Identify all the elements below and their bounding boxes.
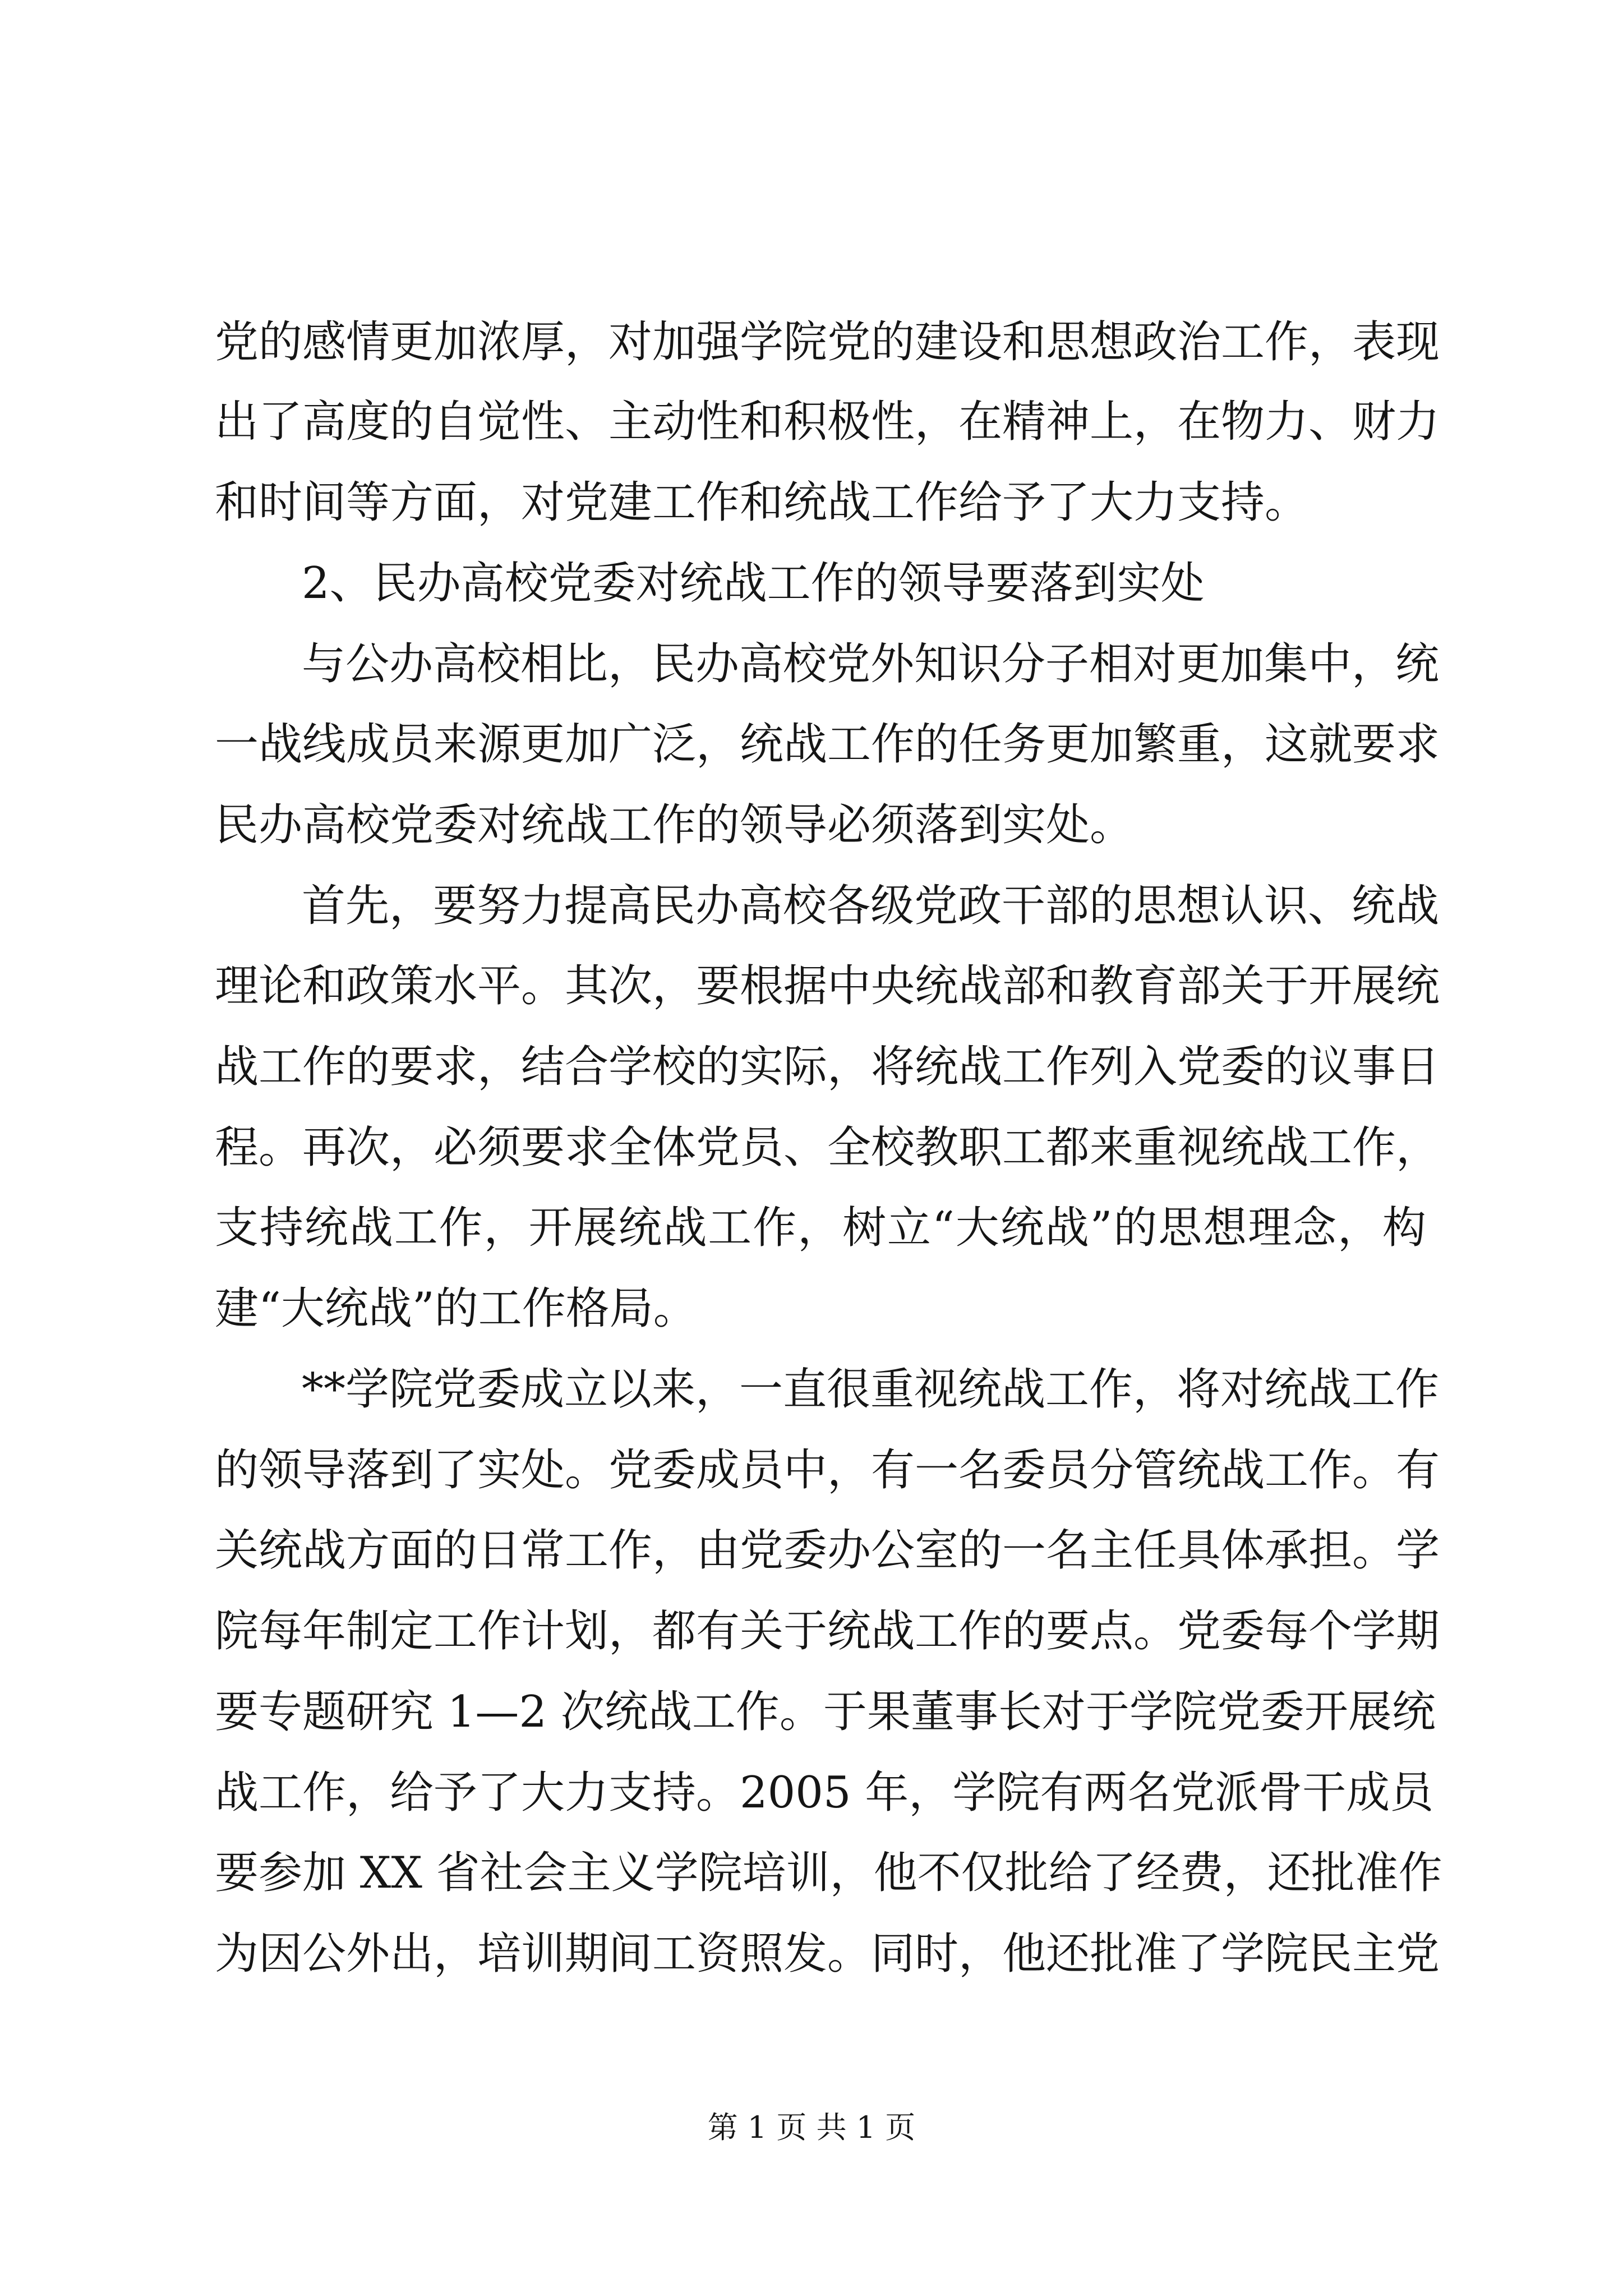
text-line: 程。再次，必须要求全体党员、全校教职工都来重视统战工作， xyxy=(215,1122,1440,1173)
text-line: 战工作，给予了大力支持。2005 年，学院有两名党派骨干成员 xyxy=(215,1768,1434,1818)
text-line: 要专题研究 1—2 次统战工作。于果董事长对于学院党委开展统 xyxy=(215,1687,1436,1737)
text-line: 党的感情更加浓厚，对加强学院党的建设和思想政治工作，表现 xyxy=(215,317,1440,367)
text-line: 战工作的要求，结合学校的实际，将统战工作列入党委的议事日 xyxy=(215,1042,1440,1092)
text-line: **学院党委成立以来，一直很重视统战工作，将对统战工作 xyxy=(302,1364,1440,1415)
text-line: 要参加 XX 省社会主义学院培训，他不仅批给了经费，还批准作 xyxy=(215,1848,1442,1898)
section-heading: 2、民办高校党委对统战工作的领导要落到实处 xyxy=(302,558,1205,609)
text-line: 理论和政策水平。其次，要根据中央统战部和教育部关于开展统 xyxy=(215,961,1440,1011)
text-line: 的领导落到了实处。党委成员中，有一名委员分管统战工作。有 xyxy=(215,1445,1440,1496)
text-line: 为因公外出，培训期间工资照发。同时，他还批准了学院民主党 xyxy=(215,1929,1440,1979)
text-line: 关统战方面的日常工作，由党委办公室的一名主任具体承担。学 xyxy=(215,1525,1440,1576)
text-line: 首先，要努力提高民办高校各级党政干部的思想认识、统战 xyxy=(302,881,1440,931)
text-line: 出了高度的自觉性、主动性和积极性，在精神上，在物力、财力 xyxy=(215,397,1440,447)
text-line: 和时间等方面，对党建工作和统战工作给予了大力支持。 xyxy=(215,477,1309,528)
text-line: 支持统战工作，开展统战工作，树立“大统战”的思想理念，构 xyxy=(215,1203,1426,1253)
text-line: 建“大统战”的工作格局。 xyxy=(215,1283,697,1334)
text-line: 与公办高校相比，民办高校党外知识分子相对更加集中，统 xyxy=(302,639,1440,689)
text-line: 民办高校党委对统战工作的领导必须落到实处。 xyxy=(215,800,1134,850)
text-line: 一战线成员来源更加广泛，统战工作的任务更加繁重，这就要求 xyxy=(215,719,1440,770)
page-footer: 第 1 页 共 1 页 xyxy=(707,2110,916,2145)
text-line: 院每年制定工作计划，都有关于统战工作的要点。党委每个学期 xyxy=(215,1606,1440,1657)
